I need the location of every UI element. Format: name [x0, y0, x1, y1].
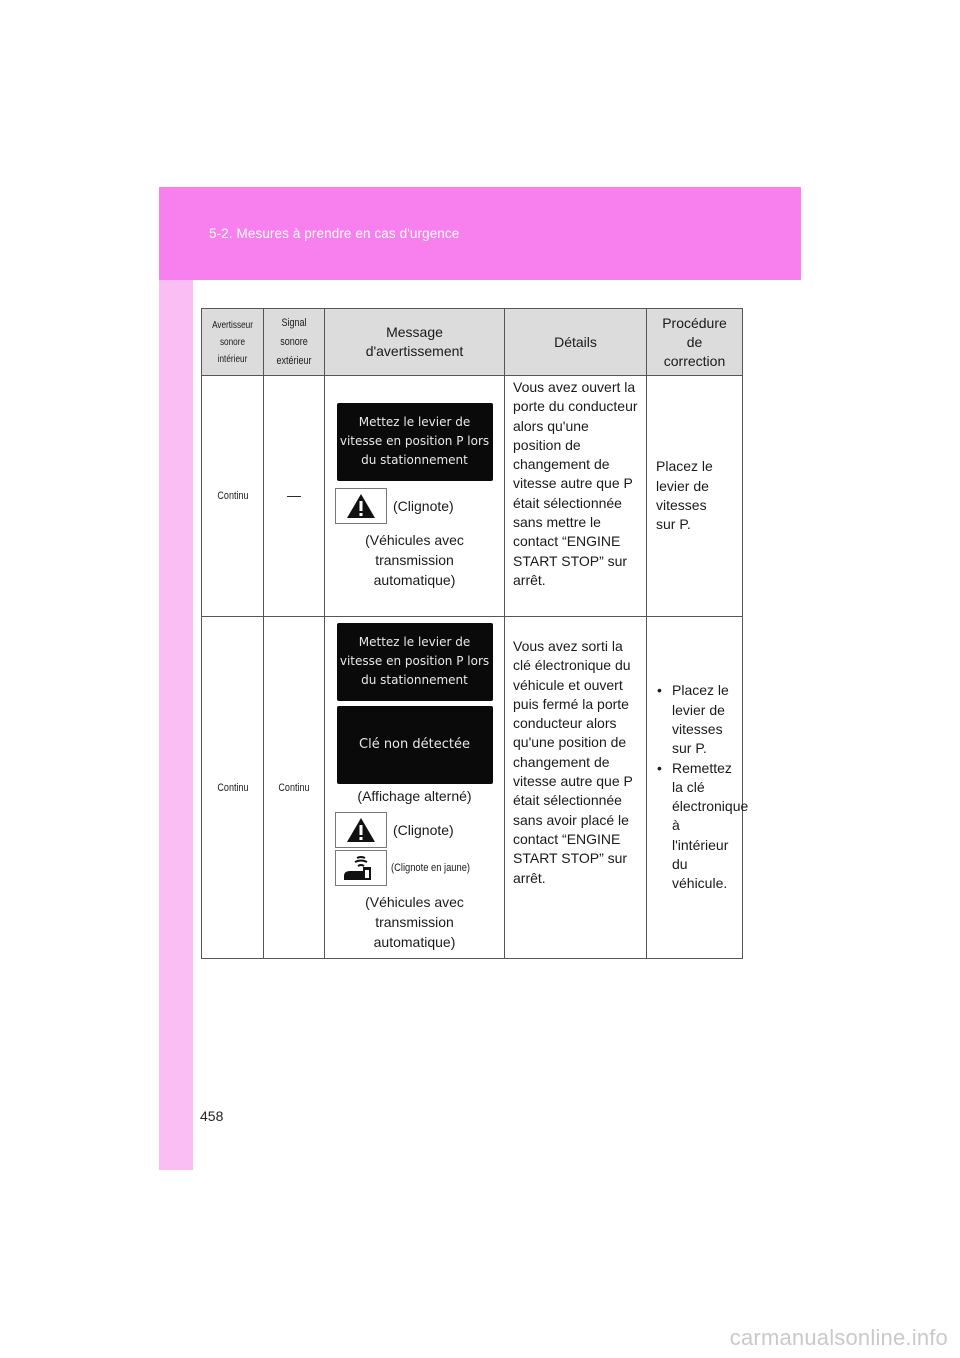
table-row [202, 376, 743, 617]
smart-key-icon [335, 850, 387, 886]
row1-message [325, 376, 505, 617]
list-item: • Placez le levier de vitesses sur P. [656, 681, 734, 758]
row2-procedure [647, 617, 749, 959]
watermark: carmanualsonline.info [729, 1325, 948, 1350]
blink-label: (Clignote) [393, 822, 454, 838]
blink-yellow-label: (Clignote en jaune) [391, 862, 471, 874]
shift-to-p-display: Mettez le levier de vitesse en position P lors du stationnement [337, 623, 493, 701]
row1-exterior: — [264, 376, 325, 617]
shift-to-p-display: Mettez le levier de vitesse en position P lors du stationnement [337, 403, 493, 481]
warning-triangle-icon [335, 488, 387, 524]
automatic-note: (Véhicules avec transmission automatique) [365, 531, 464, 588]
procedure-list [656, 681, 749, 893]
row2-interior: Continu [202, 617, 264, 959]
row1-details: Vous avez ouvert la porte du conducteur alors qu'une position de changement de vitesse autre que P était sélectionnée sans mettre le contact “ENGINE START STOP” sur arrêt. [505, 376, 647, 617]
row2-message [325, 617, 505, 959]
col-message: Message d'avertissement [325, 309, 505, 376]
row1-procedure: Placez le levier de vitesses sur P. [647, 376, 743, 617]
col-interior-buzzer: Avertisseur sonore intérieur [202, 309, 264, 376]
table-header-row [202, 309, 743, 376]
row1-interior: Continu [202, 376, 264, 617]
table-row [202, 617, 743, 959]
list-item: • Remettez la clé électronique à l'intérieur du véhicule. [656, 759, 734, 894]
side-strip [159, 187, 193, 1170]
warning-table [201, 308, 749, 959]
row2-exterior: Continu [264, 617, 325, 959]
col-details: Détails [505, 309, 647, 376]
page-number: 458 [200, 1108, 224, 1124]
blink-label: (Clignote) [393, 497, 454, 514]
key-not-detected-display: Clé non détectée [337, 706, 493, 784]
warning-triangle-icon [335, 812, 387, 848]
col-procedure: Procédure de correction [647, 309, 743, 376]
section-header: 5-2. Mesures à prendre en cas d'urgence [209, 226, 460, 241]
alternate-label: (Affichage alterné) [357, 788, 472, 804]
automatic-note: (Véhicules avec transmission automatique) [365, 894, 464, 950]
row2-details: Vous avez sorti la clé électronique du véhicule et ouvert puis fermé la porte conducteur alors qu'une position de changement de vitesse autre que P était sélectionnée sans avoir placé le contact “ENGINE START STOP” sur arrêt. [505, 617, 647, 959]
col-exterior-buzzer: Signal sonore extérieur [264, 309, 325, 376]
